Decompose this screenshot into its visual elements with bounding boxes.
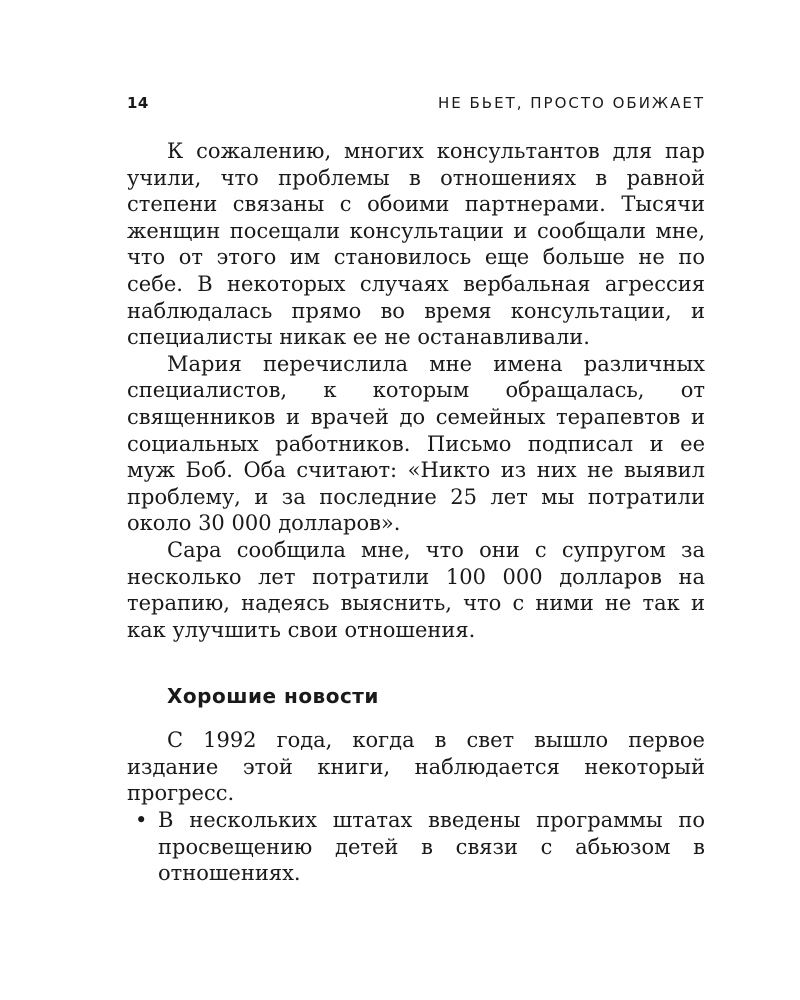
paragraph: С 1992 года, когда в свет вышло первое издание этой книги, наблюдается некоторый прогресс. [127,728,705,806]
book-title: НЕ БЬЕТ, ПРОСТО ОБИЖАЕТ [437,94,705,112]
running-head [127,94,705,116]
paragraph: Мария перечислила мне имена различных специалистов, к которым обращалась, от священников и врачей до семейных терапевтов и социальных работников. Письмо подписал и ее муж Боб. Оба считают: «Никто из них не выявил проблему, и за последние 25 лет мы потратили около 30 000 долларов». [127,351,705,536]
page-number: 14 [127,94,149,112]
section-heading: Хорошие новости [167,684,379,709]
list-item [127,807,705,887]
body-text [127,138,705,887]
paragraph: Сара сообщила мне, что они с супругом за несколько лет потратили 100 000 долларов на терапию, надеясь выяснить, что с ними не так и как улучшить свои отношения. [127,537,705,642]
bullet-icon: • [135,808,148,833]
paragraph: К сожалению, многих консультантов для пар учили, что проблемы в отношениях в равной степени связаны с обоими партнерами. Тысячи женщин посещали консультации и сообщали мне, что от этого им становилось еще больше не по себе. В некоторых случаях вербальная агрессия наблюдалась прямо во время консультации, и специалисты никак ее не останавливали. [127,139,705,350]
bullet-list [127,807,705,887]
list-item-text: В нескольких штатах введены программы по просвещению детей в связи с абьюзом в отношениях. [158,808,705,886]
